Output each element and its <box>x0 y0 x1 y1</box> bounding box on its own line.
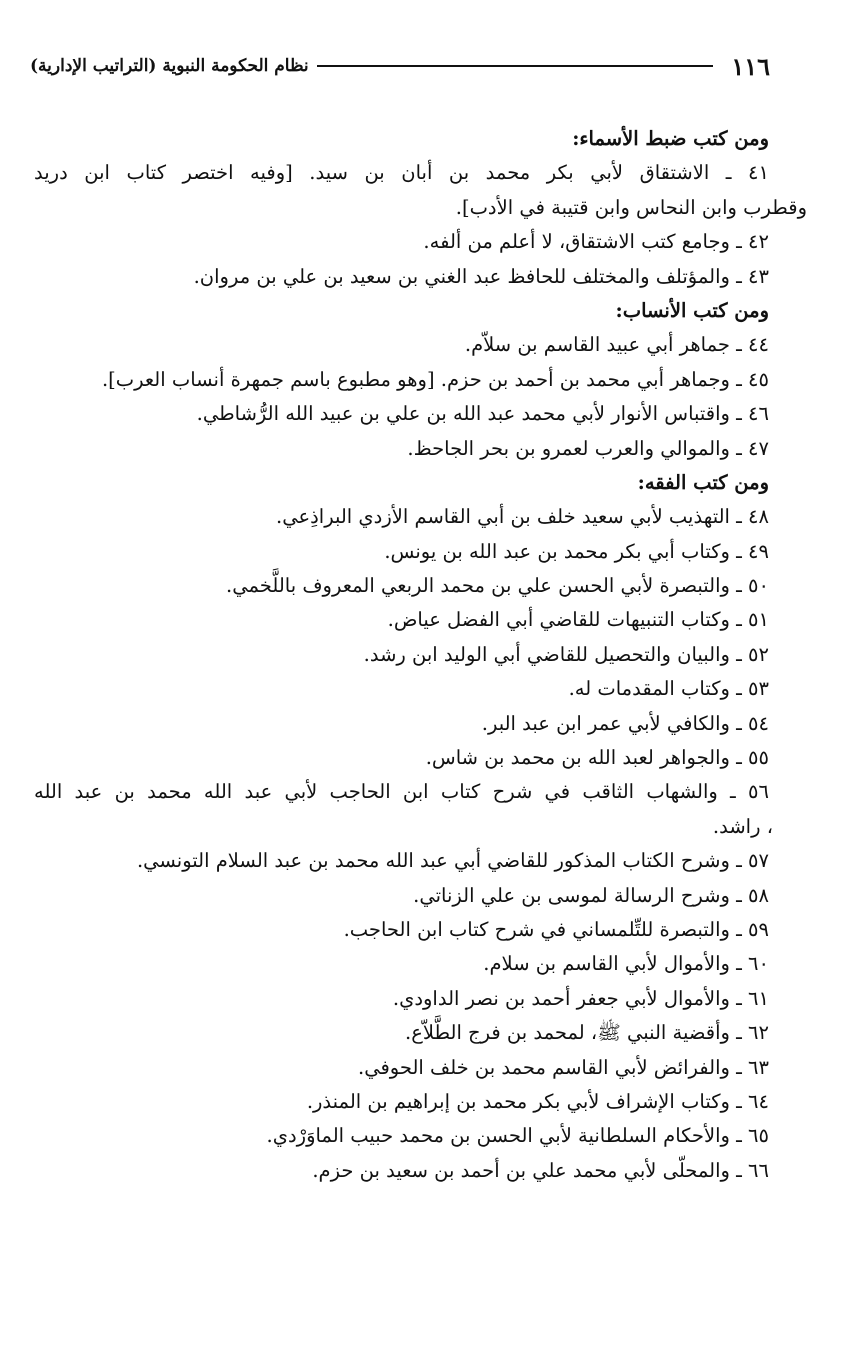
list-item: ٤١ ـ الاشتقاق لأبي بكر محمد بن أبان بن سيد. [وفيه اختصر كتاب ابن دريد <box>34 161 769 185</box>
list-item: ٦٤ ـ وكتاب الإشراف لأبي بكر محمد بن إبراهيم بن المنذر. <box>306 1089 769 1113</box>
list-item: ٥٧ ـ وشرح الكتاب المذكور للقاضي أبي عبد الله محمد بن عبد السلام التونسي. <box>136 849 769 873</box>
list-item: ٦٠ ـ والأموال لأبي القاسم بن سلام. <box>483 952 769 976</box>
section-heading: ومن كتب ضبط الأسماء: <box>572 127 769 150</box>
list-item: ٦٥ ـ والأحكام السلطانية لأبي الحسن بن محمد حبيب الماوَرْدي. <box>266 1124 769 1148</box>
section-heading: ومن كتب الفقه: <box>637 470 769 494</box>
list-item-continuation: ، راشد. <box>712 814 773 838</box>
list-item: ٥٩ ـ والتبصرة للتِّلمساني في شرح كتاب ابن الحاجب. <box>343 917 769 941</box>
list-item: ٥٢ ـ والبيان والتحصيل للقاضي أبي الوليد ابن رشد. <box>363 642 769 666</box>
list-item: ٤٢ ـ وجامع كتب الاشتقاق، لا أعلم من ألفه. <box>423 230 769 254</box>
list-item: ٦٦ ـ والمحلّى لأبي محمد علي بن أحمد بن سعيد بن حزم. <box>312 1158 769 1182</box>
list-item: ٥٠ ـ والتبصرة لأبي الحسن علي بن محمد الربعي المعروف باللَّخمي. <box>226 574 769 598</box>
running-title: نظام الحكومة النبوية (التراتيب الإدارية) <box>30 56 309 76</box>
list-item: ٥١ ـ وكتاب التنبيهات للقاضي أبي الفضل عياض. <box>387 608 769 632</box>
page-number: ١١٦ <box>731 51 770 81</box>
list-item: ٦٢ ـ وأقضية النبي ﷺ، لمحمد بن فرج الطَّلاّع. <box>405 1021 769 1045</box>
list-item: ٤٩ ـ وكتاب أبي بكر محمد بن عبد الله بن يونس. <box>384 539 769 563</box>
list-item: ٥٤ ـ والكافي لأبي عمر ابن عبد البر. <box>481 711 769 735</box>
list-item: ٤٥ ـ وجماهر أبي محمد بن أحمد بن حزم. [وهو مطبوع باسم جمهرة أنساب العرب]. <box>101 367 769 391</box>
list-item: ٦٣ ـ والفرائض لأبي القاسم محمد بن خلف الحوفي. <box>358 1055 769 1079</box>
header-rule <box>317 65 714 67</box>
list-item: ٥٦ ـ والشهاب الثاقب في شرح كتاب ابن الحاجب لأبي عبد الله محمد بن عبد الله <box>34 780 769 804</box>
page-header <box>30 46 770 86</box>
list-item: ٦١ ـ والأموال لأبي جعفر أحمد بن نصر الداودي. <box>392 986 769 1010</box>
list-item: ٥٥ ـ والجواهر لعبد الله بن محمد بن شاس. <box>425 746 769 770</box>
list-item: ٥٣ ـ وكتاب المقدمات له. <box>568 677 769 701</box>
list-item: ٥٨ ـ وشرح الرسالة لموسى بن علي الزناتي. <box>413 883 769 907</box>
list-item: ٤٧ ـ والموالي والعرب لعمرو بن بحر الجاحظ. <box>407 436 769 460</box>
list-item: ٤٤ ـ جماهر أبي عبيد القاسم بن سلاّم. <box>464 333 769 357</box>
page-body <box>34 122 807 1188</box>
list-item: ٤٦ ـ واقتباس الأنوار لأبي محمد عبد الله بن علي بن عبيد الله الرُّشاطي. <box>196 402 769 426</box>
section-heading: ومن كتب الأنساب: <box>615 298 769 322</box>
list-item-continuation: وقطرب وابن النحاس وابن قتيبة في الأدب]. <box>455 195 807 219</box>
list-item: ٤٨ ـ التهذيب لأبي سعيد خلف بن أبي القاسم الأزدي البراذِعي. <box>276 505 769 529</box>
list-item: ٤٣ ـ والمؤتلف والمختلف للحافظ عبد الغني بن سعيد بن علي بن مروان. <box>193 264 769 288</box>
